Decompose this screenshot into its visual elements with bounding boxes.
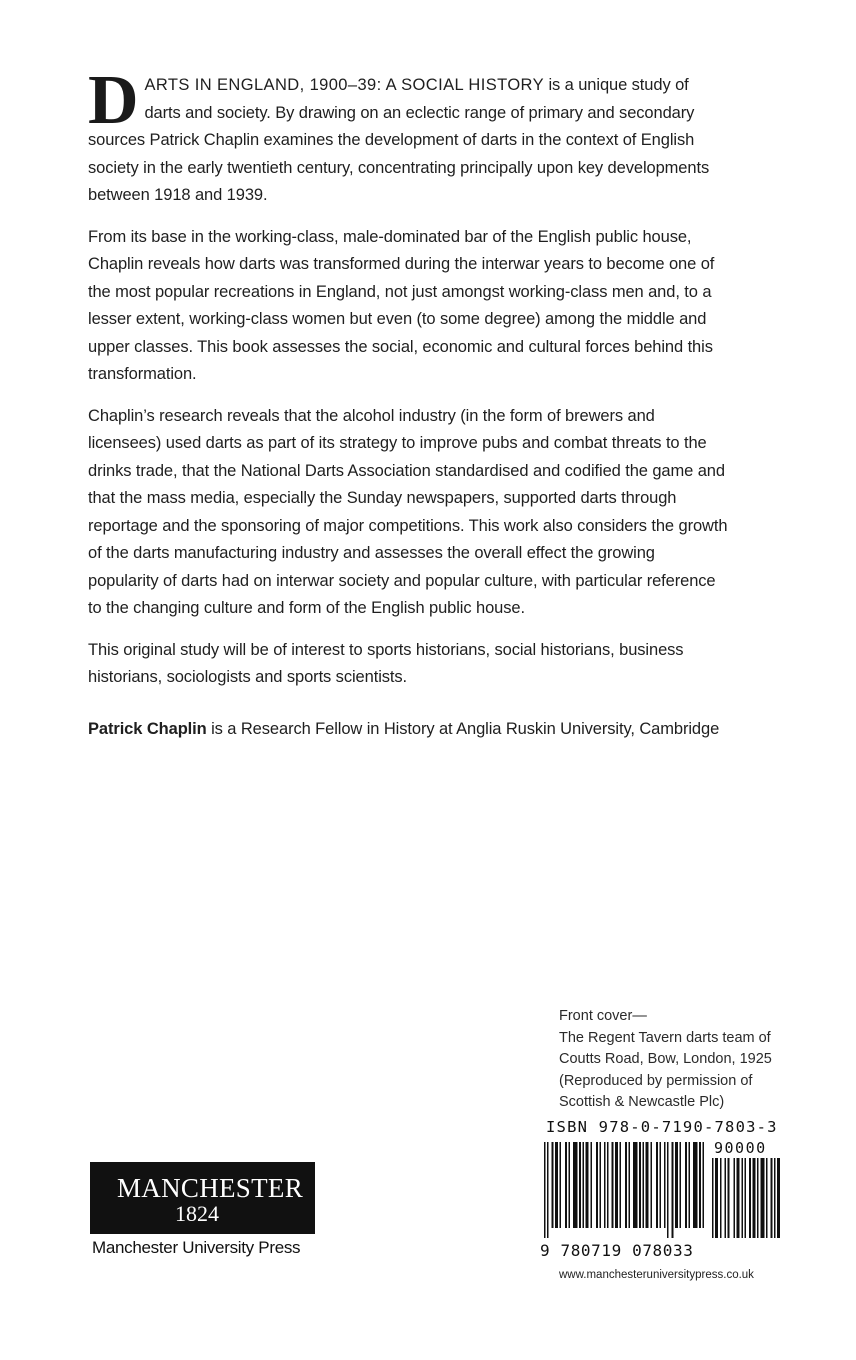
author-note <box>88 716 728 744</box>
drop-cap: D <box>88 62 139 139</box>
barcode-bar <box>757 1158 759 1238</box>
barcode-bar <box>777 1158 780 1238</box>
barcode-bar <box>625 1142 627 1228</box>
barcode-bar <box>620 1142 622 1228</box>
barcode-bar <box>774 1158 776 1238</box>
barcode-bar <box>660 1142 662 1228</box>
barcode-bar <box>761 1158 765 1238</box>
barcode-bar <box>612 1142 614 1228</box>
cover-credit-line: The Regent Tavern darts team of <box>559 1029 771 1046</box>
barcode-bar <box>565 1142 567 1228</box>
barcode-bar <box>544 1142 546 1238</box>
barcode-bar <box>646 1142 649 1228</box>
barcode-addon-digits: 90000 <box>714 1139 767 1157</box>
barcode-bar <box>573 1142 578 1228</box>
barcode-bar <box>583 1142 585 1228</box>
barcode-bar <box>737 1158 740 1238</box>
barcode-bar <box>749 1158 751 1238</box>
barcode-bar <box>728 1158 730 1238</box>
barcode-bar <box>734 1158 736 1238</box>
barcode-bar <box>753 1158 756 1238</box>
barcode-bar <box>586 1142 589 1228</box>
barcode-bar <box>742 1158 744 1238</box>
blurb-paragraph-4: This original study will be of interest to sports historians, social historians, business historians, sociologists and sports scientists. <box>88 640 684 686</box>
barcode-bar <box>552 1142 554 1228</box>
publisher-name: Manchester University Press <box>92 1238 301 1257</box>
barcode-bar <box>629 1142 631 1228</box>
barcode-bar <box>656 1142 658 1228</box>
barcode-bar <box>675 1142 678 1228</box>
barcode-bar <box>693 1142 698 1228</box>
barcode-icon <box>544 1142 704 1238</box>
barcode-bar <box>560 1142 562 1228</box>
author-name: Patrick Chaplin <box>88 719 207 738</box>
barcode-bar <box>771 1158 773 1238</box>
barcode-bar <box>604 1142 606 1228</box>
cover-credit-line: Front cover— <box>559 1008 647 1024</box>
author-affiliation: is a Research Fellow in History at Anglia Ruskin University, Cambridge <box>206 719 720 738</box>
blurb-paragraph-1 <box>88 62 728 210</box>
barcode-bar <box>633 1142 638 1228</box>
blurb-paragraph-2: From its base in the working-class, male-dominated bar of the English public house, Chaplin reveals how darts was transformed during the interwar years to become one of the most popular recreations in England, not just amongst working-class men and, to a lesser extent, working-class women but even (to some degree) among the middle and upper classes. This book assesses the social, economic and cultural forces behind this transformation. <box>88 227 715 383</box>
publisher-logo <box>90 1162 315 1234</box>
barcode-bar <box>596 1142 598 1228</box>
cover-credit-line: (Reproduced by permission of <box>559 1072 753 1089</box>
barcode-bar <box>547 1142 549 1238</box>
publisher-url: www.manchesteruniversitypress.co.uk <box>559 1269 754 1281</box>
back-cover-blurb <box>88 62 728 757</box>
barcode-bar <box>745 1158 747 1238</box>
barcode-bar <box>639 1142 641 1228</box>
barcode-bar <box>555 1142 558 1228</box>
barcode-bar <box>689 1142 691 1228</box>
cover-credit-line: Coutts Road, Bow, London, 1925 <box>559 1051 772 1067</box>
barcode-bar <box>607 1142 609 1228</box>
barcode-addon-icon <box>712 1158 782 1238</box>
isbn-text: ISBN 978-0-7190-7803-3 <box>546 1118 778 1136</box>
barcode-bar <box>766 1158 768 1238</box>
barcode-bar <box>591 1142 593 1228</box>
barcode-bar <box>699 1142 701 1228</box>
barcode-bar <box>643 1142 645 1228</box>
barcode-bar <box>600 1142 602 1228</box>
cover-credit <box>559 1006 799 1114</box>
barcode-bar <box>664 1142 666 1228</box>
barcode-bar <box>569 1142 571 1228</box>
logo-year: 1824 <box>175 1201 219 1226</box>
book-title: ARTS IN ENGLAND, 1900–39: A SOCIAL HISTORY <box>144 76 544 94</box>
barcode-bar <box>703 1142 705 1228</box>
barcode-bar <box>712 1158 714 1238</box>
logo-name: MANCHESTER <box>116 1173 303 1203</box>
blurb-paragraph-3: Chaplin’s research reveals that the alcohol industry (in the form of brewers and licensees) used darts as part of its strategy to improve pubs and combat threats to the drinks trade, that the National Darts Association standardised and codified the game and that the mass media, especially the Sunday newspapers, supported darts through reportage and the sponsoring of major competitions. This work also considers the growth of the darts manufacturing industry and assesses the overall effect the growing popularity of darts had on interwar society and popular culture, with particular reference to the changing culture and form of the English public house. <box>88 406 728 617</box>
barcode-bar <box>579 1142 581 1228</box>
barcode-bar <box>725 1158 727 1238</box>
barcode-bar <box>715 1158 718 1238</box>
barcode-bar <box>685 1142 687 1228</box>
barcode-bar <box>680 1142 682 1228</box>
barcode-bar <box>615 1142 618 1228</box>
barcode-bar <box>651 1142 653 1228</box>
barcode-digits: 9 780719 078033 <box>540 1241 694 1260</box>
barcode-bar <box>667 1142 669 1238</box>
blurb-paragraph-1-text: is a unique study of darts and society. By drawing on an eclectic range of primary and secondary sources Patrick Chaplin examines the development of darts in the context of English society in the early twentieth century, concentrating principally upon key developments between 1918 and 1939. <box>88 76 710 204</box>
cover-credit-line: Scottish & Newcastle Plc) <box>559 1094 725 1110</box>
barcode-bar <box>672 1142 674 1238</box>
barcode-bar <box>720 1158 722 1238</box>
